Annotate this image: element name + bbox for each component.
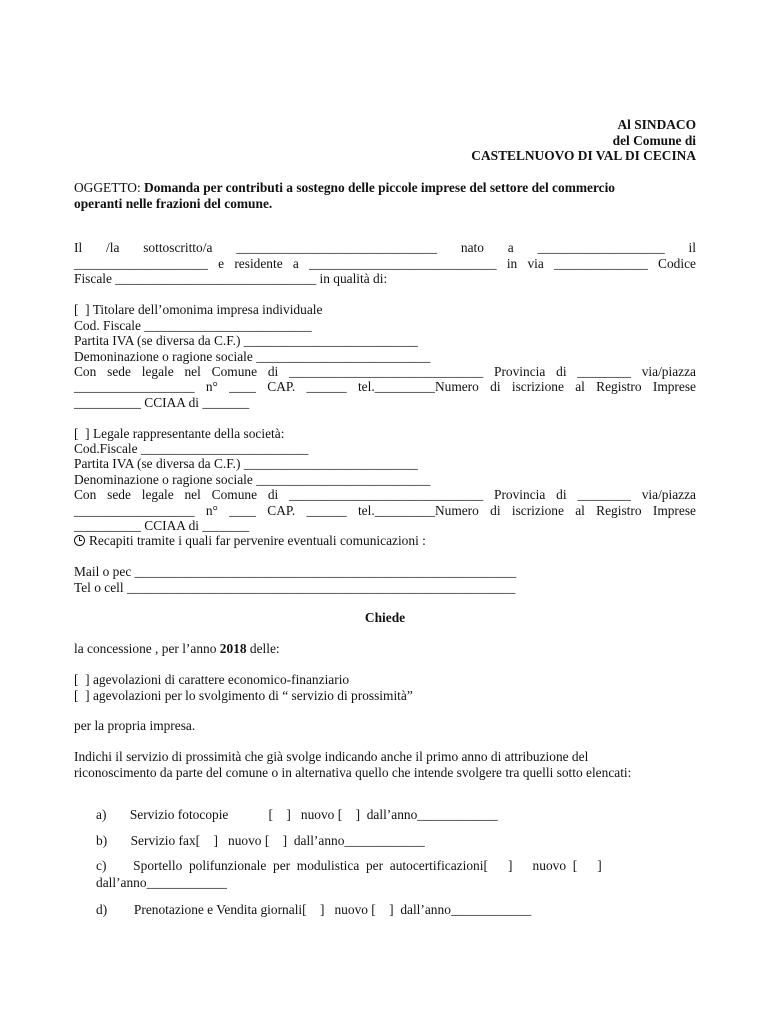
owner-address: __________________ n° ____ CAP. ______ tel._________Numero di iscrizione al Registro Imprese [74,379,696,394]
legal-rep-vat: Partita IVA (se diversa da C.F.) __________________________ [74,456,418,471]
intro-line-1: Il /la sottoscritto/a ______________________________ nato a ___________________ il [74,240,696,255]
owner-checkbox-line: [ ] Titolare dell’omonima impresa individuale [74,302,323,317]
service-a: a) Servizio fotocopie [ ] nuovo [ ] dall’anno____________ [96,807,498,822]
legal-rep-address: __________________ n° ____ CAP. ______ tel._________Numero di iscrizione al Registro Imprese [74,503,696,518]
intro-line-3: Fiscale ______________________________ in qualità di: [74,271,388,286]
owner-fiscal-code: Cod. Fiscale _________________________ [74,318,312,333]
intro-line-2: ____________________ e residente a ____________________________ in via ______________ Codice [74,256,696,271]
legal-rep-fiscal-code: Cod.Fiscale _________________________ [74,441,309,456]
subject-label: OGGETTO: [74,180,145,195]
service-c-line-1: c) Sportello polifunzionale per modulistica per autocertificazioni[ ] nuovo [ ] [96,858,602,873]
service-c-line-2: dall’anno____________ [96,875,227,890]
contacts-intro [74,533,426,549]
subject-line-2: operanti nelle frazioni del comune. [74,196,273,211]
phone-field: Tel o cell __________________________________________________________ [74,580,516,595]
instructions-line-2: riconoscimento da parte del comune o in alternativa quello che intende svolgere tra quelli sotto elencati: [74,765,632,780]
option-economic: [ ] agevolazioni di carattere economico-finanziario [74,672,350,687]
subject-text: Domanda per contributi a sostegno delle piccole imprese del settore del commercio [144,180,616,195]
owner-legal-seat: Con sede legale nel Comune di _____________________________ Provincia di ________ via/piazza [74,364,696,379]
instructions-line-1: Indichi il servizio di prossimità che già svolge indicando anche il primo anno di attribuzione del [74,749,589,764]
recipient-line-2: del Comune di [612,133,696,148]
recipient-line-1: Al SINDACO [617,117,696,132]
owner-company-name: Demoninazione o ragione sociale __________________________ [74,349,431,364]
legal-rep-cciaa: __________ CCIAA di _______ [74,518,250,533]
option-proximity: [ ] agevolazioni per lo svolgimento di “ servizio di prossimità” [74,688,413,703]
owner-vat: Partita IVA (se diversa da C.F.) __________________________ [74,333,418,348]
owner-cciaa: __________ CCIAA di _______ [74,395,250,410]
mail-field: Mail o pec _________________________________________________________ [74,564,517,579]
subject-line-1 [74,180,615,196]
clock-icon [74,535,85,546]
request-text-b: delle: [246,641,280,656]
legal-rep-company-name: Denominazione o ragione sociale __________________________ [74,472,431,487]
recipient-line-3: CASTELNUOVO DI VAL DI CECINA [471,148,696,163]
legal-rep-legal-seat: Con sede legale nel Comune di _____________________________ Provincia di ________ via/piazza [74,487,696,502]
legal-rep-checkbox-line: [ ] Legale rappresentante della società: [74,426,285,441]
contacts-intro-text: Recapiti tramite i quali far pervenire eventuali comunicazioni : [89,533,426,548]
service-b: b) Servizio fax[ ] nuovo [ ] dall’anno____________ [96,833,425,848]
request-line [74,641,280,657]
request-text-a: la concessione , per l’anno [74,641,220,656]
request-year: 2018 [219,641,247,656]
request-title: Chiede [364,610,406,625]
service-d: d) Prenotazione e Vendita giornali[ ] nuovo [ ] dall’anno____________ [96,902,532,917]
own-business-line: per la propria impresa. [74,718,196,733]
